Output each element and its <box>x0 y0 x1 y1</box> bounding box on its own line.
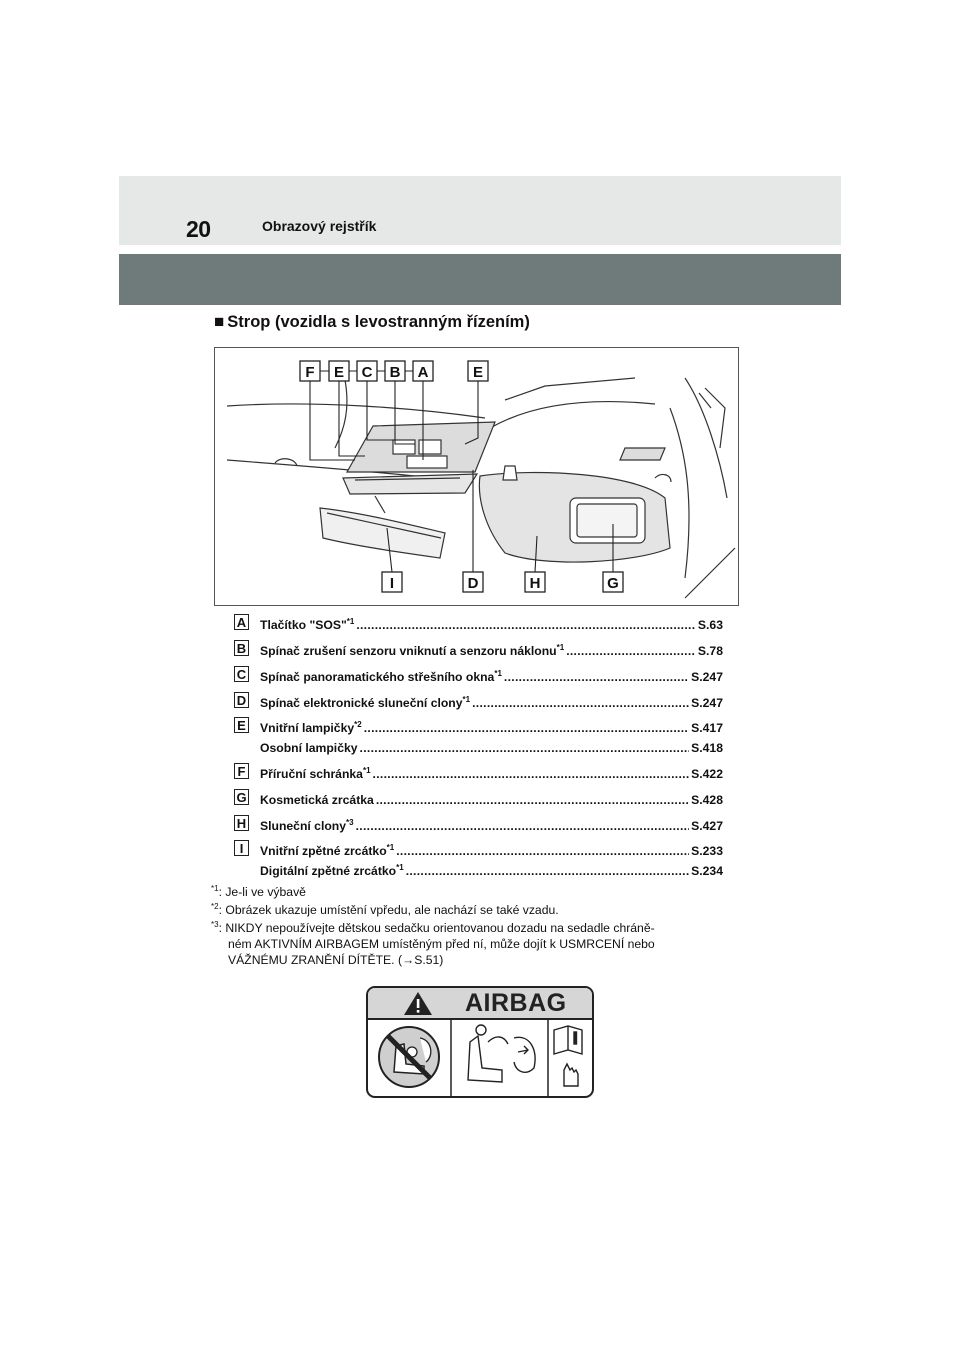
airbag-warning-label <box>366 986 594 1098</box>
entry-name: Spínač elektronické sluneční clony$^{*1}$ <box>260 695 471 710</box>
footnote-2: $^{*2}$: Obrázek ukazuje umístění vpředu, ale nachází se také vzadu. <box>211 902 559 917</box>
legend-entry-b <box>260 644 723 658</box>
callout-c: C <box>361 364 373 381</box>
entry-name: Vnitřní zpětné zrcátko$^{*1}$ <box>260 843 395 858</box>
entry-name: Spínač panoramatického střešního okna$^{*1}$ <box>260 669 502 684</box>
callout-a: A <box>417 364 429 381</box>
callout-e1: E <box>333 364 345 381</box>
read-manual-icon <box>554 1026 582 1086</box>
footnote-3: $^{*3}$: NIKDY nepoužívejte dětskou sedačku orientovanou dozadu na sedadle chráně- ném AKTIVNÍM AIRBAGEM umístěným před ní, může dojít k USMRCENÍ nebo VÁŽNÉMU ZRANĚNÍ DÍTĚTE. (→S.51) <box>211 920 751 968</box>
entry-name: Spínač zrušení senzoru vniknutí a senzoru náklonu$^{*1}$ <box>260 643 565 658</box>
legend-letter-a: A <box>234 614 249 630</box>
warning-triangle-icon <box>404 992 432 1015</box>
section-band <box>119 254 841 305</box>
airbag-title: AIRBAG <box>465 989 567 1017</box>
legend-entry-f <box>260 767 723 781</box>
entry-name: Osobní lampičky <box>260 741 358 755</box>
callout-d: D <box>467 575 479 592</box>
legend-letter-h: H <box>234 815 249 831</box>
callout-h: H <box>529 575 541 592</box>
legend-entry-d <box>260 696 723 710</box>
entry-name: Sluneční clony$^{*3}$ <box>260 818 354 833</box>
page-reference-link[interactable]: S.78 <box>697 644 723 658</box>
page-reference-link[interactable]: S.428 <box>691 793 723 807</box>
entry-name: Kosmetická zrcátka <box>260 793 374 807</box>
footnote-1: $^{*1}$: Je-li ve výbavě <box>211 884 306 899</box>
legend-entry-e1 <box>260 721 723 735</box>
page-number: 20 <box>186 216 211 242</box>
entry-name: Digitální zpětné zrcátko$^{*1}$ <box>260 863 404 878</box>
entry-name: Tlačítko "SOS"$^{*1}$ <box>260 617 355 632</box>
callout-g: G <box>607 575 619 592</box>
page-reference-link[interactable]: S.418 <box>691 741 723 755</box>
header-band <box>119 176 841 245</box>
section-heading <box>214 312 530 332</box>
footnote-mark: *3 <box>211 920 219 929</box>
legend-entry-g <box>260 793 723 807</box>
footnote-mark: *1 <box>211 884 219 893</box>
footnote-mark: *2 <box>211 902 219 911</box>
chapter-title: Obrazový rejstřík <box>262 218 377 234</box>
legend-entry-c <box>260 670 723 684</box>
legend-entry-h <box>260 819 723 833</box>
legend-letter-g: G <box>234 789 249 805</box>
legend-entry-a <box>260 618 723 632</box>
ceiling-illustration <box>214 347 739 606</box>
callout-b: B <box>389 364 401 381</box>
seat-airbag-icon <box>468 1025 535 1082</box>
page-reference-link[interactable]: S.234 <box>691 864 723 878</box>
callout-f: F <box>305 364 315 381</box>
section-title: Strop (vozidla s levostranným řízením) <box>227 313 530 331</box>
page-reference-link[interactable]: S.422 <box>691 767 723 781</box>
legend-entry-i1 <box>260 844 723 858</box>
legend-letter-b: B <box>234 640 249 656</box>
entry-name: Příruční schránka$^{*1}$ <box>260 766 371 781</box>
legend-entry-i2 <box>260 864 723 878</box>
callout-i: I <box>389 575 395 592</box>
page-reference-link[interactable]: S.63 <box>697 618 723 632</box>
legend-letter-d: D <box>234 692 249 708</box>
page-reference-link[interactable]: S.247 <box>691 696 723 710</box>
legend-letter-c: C <box>234 666 249 682</box>
callout-e2: E <box>472 364 484 381</box>
page-reference-link[interactable]: S.247 <box>691 670 723 684</box>
footnote-warning-ref: VÁŽNÉMU ZRANĚNÍ DÍTĚTE. (→S.51) <box>228 953 444 967</box>
ceiling-drawing <box>215 348 740 607</box>
entry-name: Vnitřní lampičky$^{*2}$ <box>260 720 362 735</box>
legend-letter-f: F <box>234 763 249 779</box>
page-reference-link[interactable]: S.417 <box>691 721 723 735</box>
legend-letter-e: E <box>234 717 249 733</box>
square-bullet-icon: ■ <box>214 312 225 331</box>
page-reference-link[interactable]: S.427 <box>691 819 723 833</box>
legend-letter-i: I <box>234 840 249 856</box>
legend-entry-e2 <box>260 741 723 755</box>
no-child-seat-icon <box>379 1027 439 1087</box>
page-reference-link[interactable]: S.233 <box>691 844 723 858</box>
